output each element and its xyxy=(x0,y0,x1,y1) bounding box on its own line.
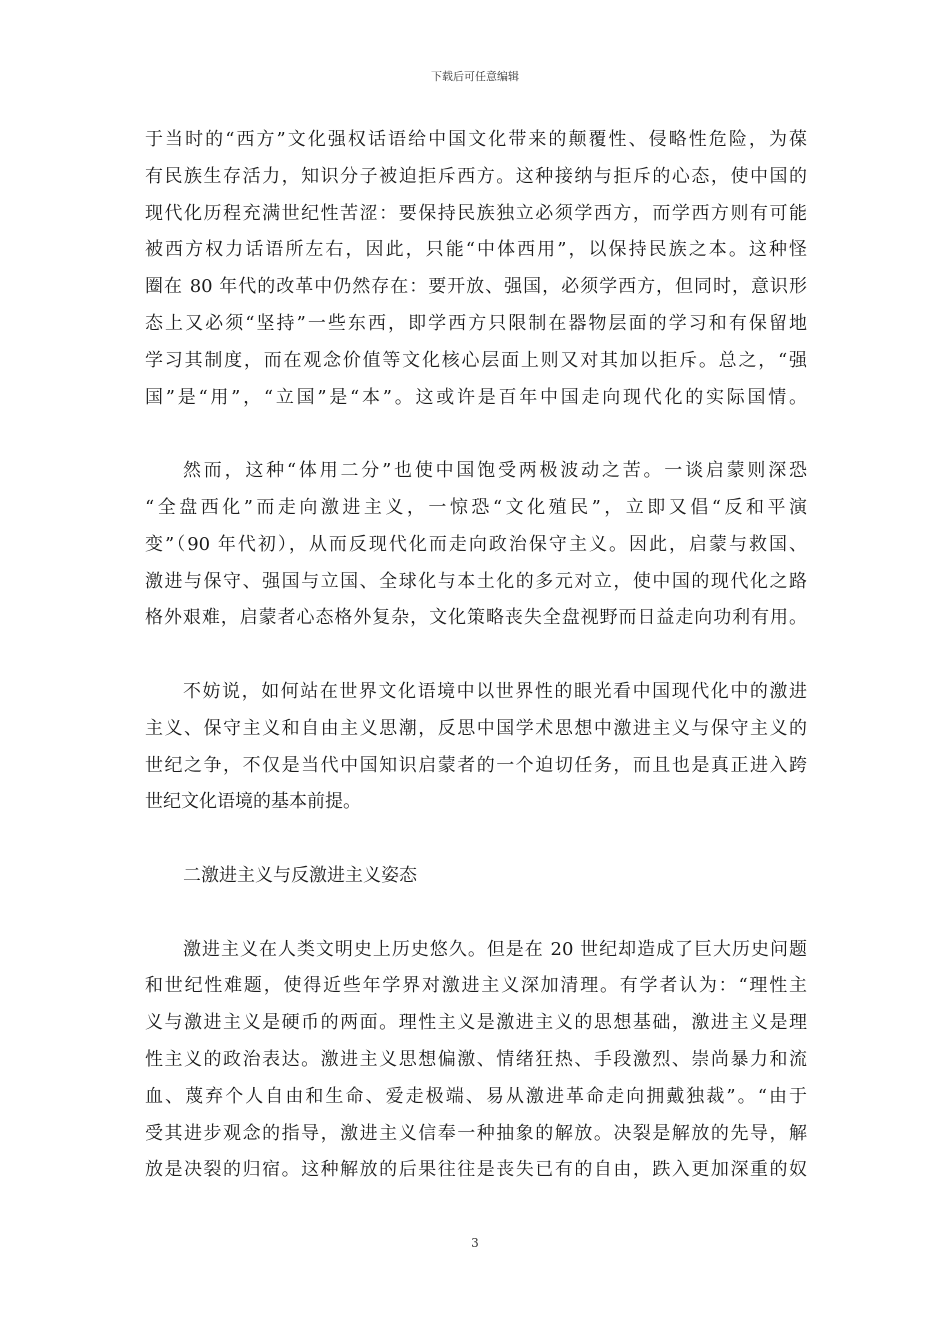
text-line: 圈在 80 年代的改革中仍然存在：要开放、强国，必须学西方，但同时，意识形 xyxy=(145,276,807,298)
text-line: 主义、保守主义和自由主义思潮，反思中国学术思想中激进主义与保守主义的 xyxy=(145,717,807,739)
text-line: 变”（90 年代初），从而反现代化而走向政治保守主义。因此，启蒙与救国、 xyxy=(145,533,807,555)
section-heading-text: 二激进主义与反激进主义姿态 xyxy=(183,864,417,886)
text-line: 性主义的政治表达。激进主义思想偏激、情绪狂热、手段激烈、崇尚暴力和流 xyxy=(145,1048,807,1070)
text-line: 和世纪性难题，使得近些年学界对激进主义深加清理。有学者认为：“理性主 xyxy=(145,975,807,997)
text-line: 学习其制度，而在观念价值等文化核心层面上则又对其加以拒斥。总之，“强 xyxy=(145,349,807,371)
text-line: 世纪文化语境的基本前提。 xyxy=(145,791,361,813)
text-line: 然而，这种“体用二分”也使中国饱受两极波动之苦。一谈启蒙则深恐 xyxy=(183,460,807,482)
text-line: 于当时的“西方”文化强权话语给中国文化带来的颠覆性、侵略性危险，为葆 xyxy=(145,129,807,150)
paragraph-spacer xyxy=(145,895,807,932)
text-line: 不妨说，如何站在世界文化语境中以世界性的眼光看中国现代化中的激进 xyxy=(183,680,807,702)
page-header: 下载后可任意编辑 xyxy=(431,70,519,83)
paragraph-spacer xyxy=(145,416,807,453)
text-line: 国”是“用”，“立国”是“本”。这或许是百年中国走向现代化的实际国情。 xyxy=(145,386,807,408)
text-line: 血、蔑弃个人自由和生命、爱走极端、易从激进革命走向拥戴独裁”。“由于 xyxy=(145,1085,807,1107)
text-line: 态上又必须“坚持”一些东西，即学西方只限制在器物层面的学习和有保留地 xyxy=(145,312,807,334)
text-line: 格外艰难，启蒙者心态格外复杂，文化策略丧失全盘视野而日益走向功利有用。 xyxy=(145,607,807,629)
text-line: 世纪之争，不仅是当代中国知识启蒙者的一个迫切任务，而且也是真正进入跨 xyxy=(145,754,807,776)
paragraph-spacer xyxy=(145,637,807,674)
text-line: 激进与保守、强国与立国、全球化与本土化的多元对立，使中国的现代化之路 xyxy=(145,570,807,592)
page-number: 3 xyxy=(471,1236,479,1250)
section-heading xyxy=(145,858,807,895)
text-line: 现代化历程充满世纪性苦涩：要保持民族独立必须学西方，而学西方则有可能 xyxy=(145,202,807,224)
paragraph xyxy=(145,674,807,821)
text-line: 受其进步观念的指导，激进主义信奉一种抽象的解放。决裂是解放的先导，解 xyxy=(145,1122,807,1144)
text-line: 被西方权力话语所左右，因此，只能“中体西用”，以保持民族之本。这种怪 xyxy=(145,239,807,261)
text-line: 激进主义在人类文明史上历史悠久。但是在 20 世纪却造成了巨大历史问题 xyxy=(183,938,807,960)
paragraph xyxy=(145,122,807,416)
paragraph-spacer xyxy=(145,821,807,858)
document-body xyxy=(145,122,807,1189)
text-line: “全盘西化”而走向激进主义，一惊恐“文化殖民”，立即又倡“反和平演 xyxy=(145,496,807,518)
text-line: 有民族生存活力，知识分子被迫拒斥西方。这种接纳与拒斥的心态，使中国的 xyxy=(145,165,807,187)
text-line: 义与激进主义是硬币的两面。理性主义是激进主义的思想基础，激进主义是理 xyxy=(145,1012,807,1034)
text-line: 放是决裂的归宿。这种解放的后果往往是丧失已有的自由，跌入更加深重的奴 xyxy=(145,1159,807,1181)
paragraph xyxy=(145,453,807,637)
paragraph xyxy=(145,932,807,1190)
